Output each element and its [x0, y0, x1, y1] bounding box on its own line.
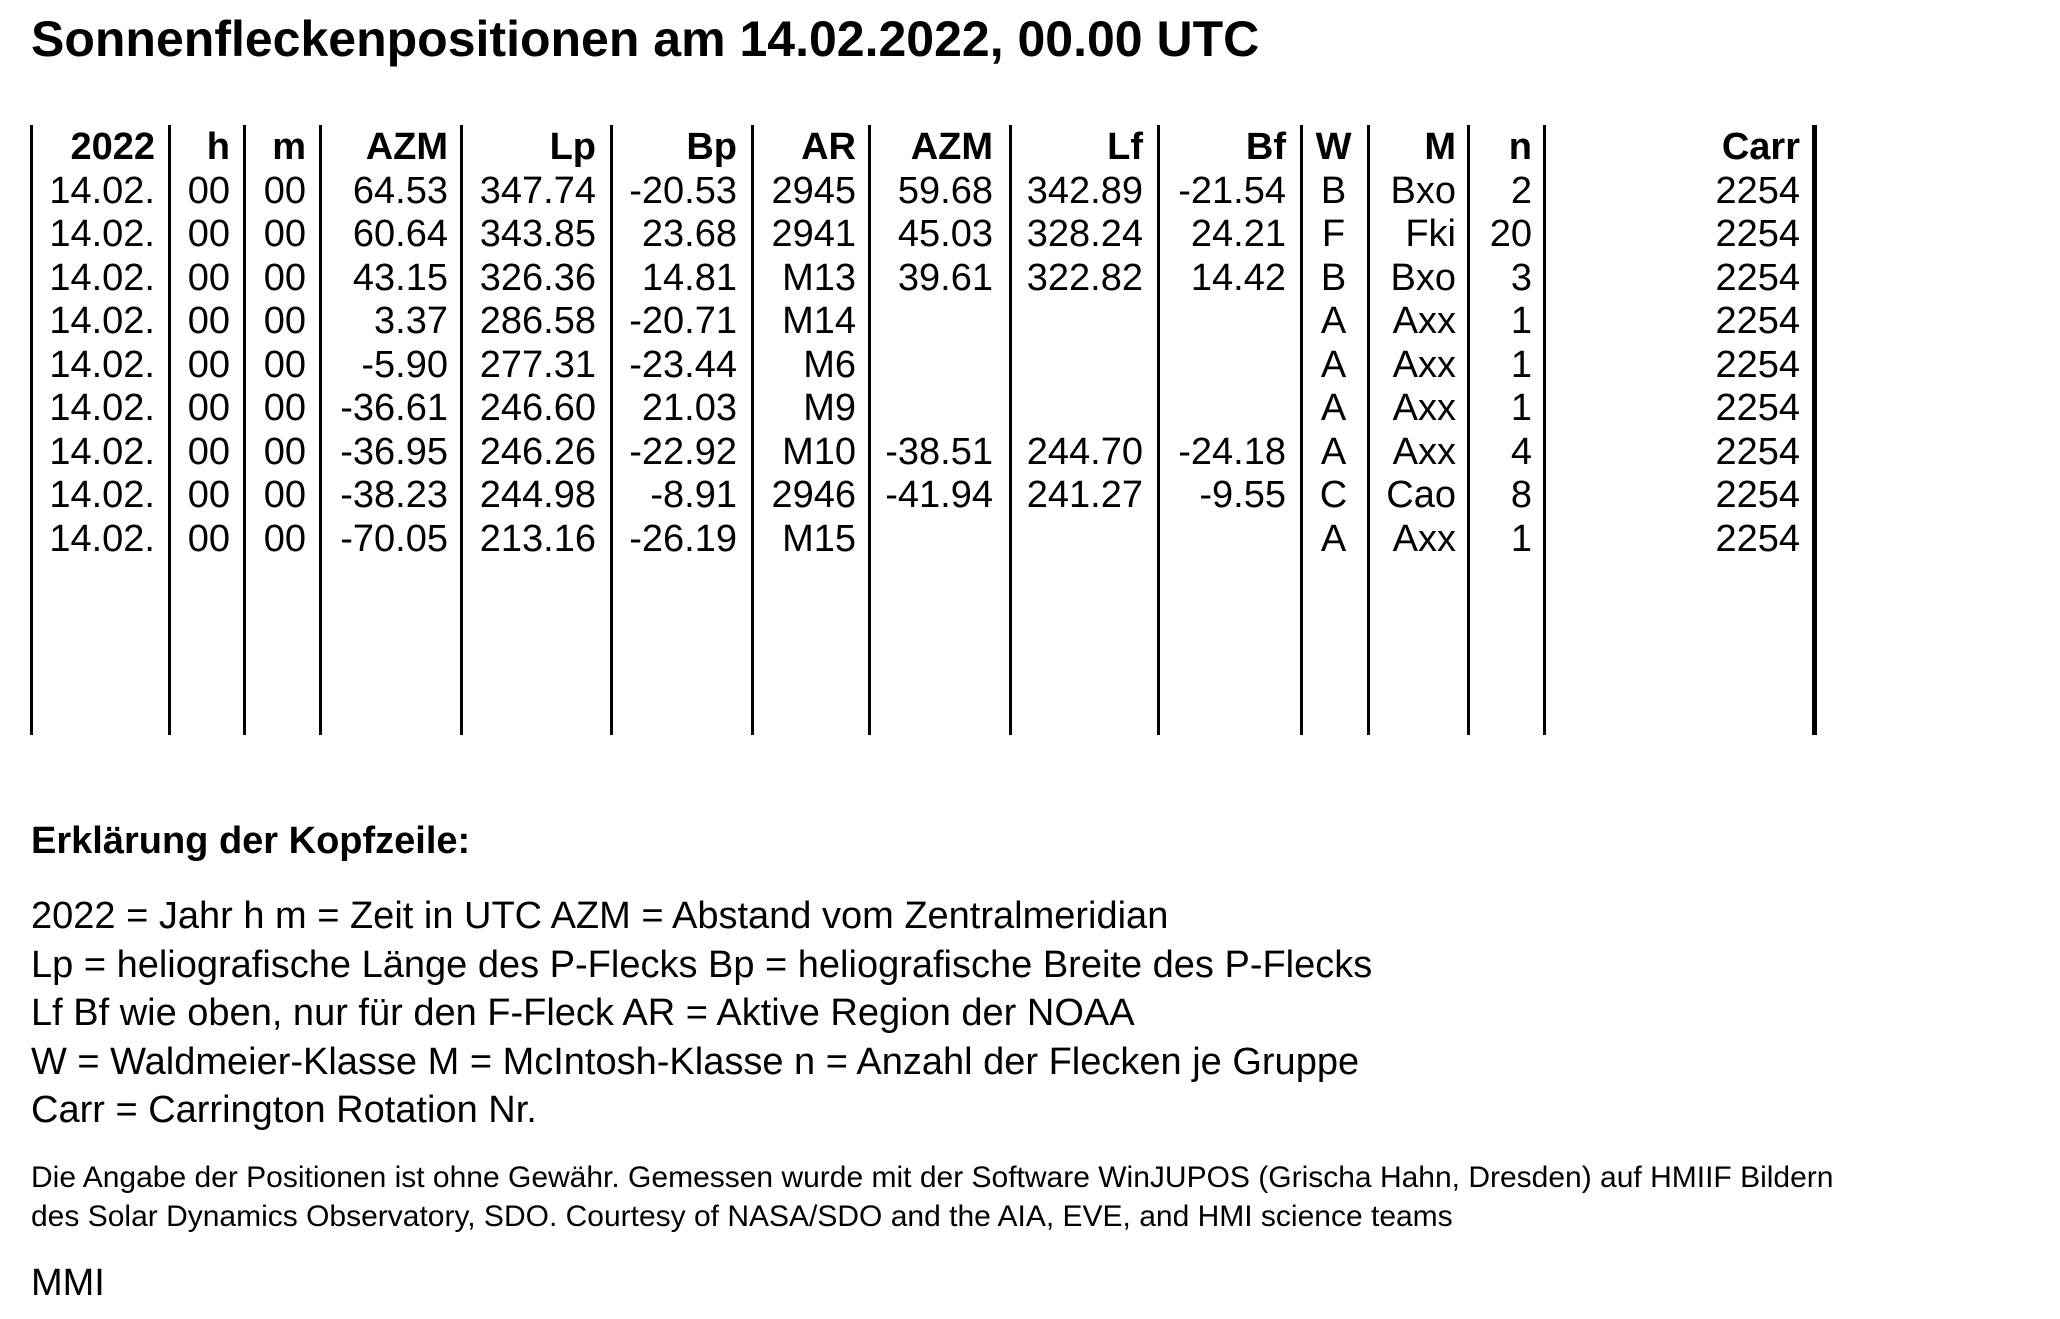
table-cell: 14.02.	[49, 256, 155, 299]
table-cell: 3.37	[374, 300, 448, 342]
table-cell: 00	[187, 213, 230, 255]
table-cell: 43.15	[352, 256, 448, 299]
table-cell: A	[1320, 300, 1347, 342]
table-cell: 213.16	[479, 517, 596, 560]
column-header: M	[1424, 126, 1456, 168]
column-header: Lf	[1107, 126, 1143, 168]
table-cell: M14	[782, 300, 856, 342]
table-cell: 286.58	[479, 300, 596, 342]
table-cell: 14.42	[1190, 256, 1286, 299]
table-cell: 1	[1510, 343, 1532, 386]
table-cell: -38.51	[885, 430, 993, 473]
column-header: Bf	[1245, 126, 1286, 168]
column-separator	[868, 125, 871, 735]
table-cell: 343.85	[479, 213, 596, 255]
table-cell: A	[1320, 387, 1347, 429]
table-cell: 00	[263, 387, 306, 429]
column-separator	[319, 125, 322, 735]
table-cell: 23.68	[641, 213, 737, 255]
table-cell: 00	[263, 517, 306, 560]
table-cell: -5.90	[361, 343, 448, 386]
column-separator	[460, 125, 463, 735]
table-cell: Axx	[1392, 343, 1456, 386]
table-cell: 2254	[1715, 213, 1800, 255]
table-cell: 21.03	[641, 387, 737, 429]
column-header: Bp	[686, 126, 737, 168]
table-cell: 2946	[771, 474, 856, 516]
table-cell: 347.74	[479, 169, 596, 212]
table-cell: 14.02.	[49, 517, 155, 560]
table-cell: 246.26	[479, 430, 596, 473]
table-cell: 00	[187, 343, 230, 386]
column-header: AZM	[365, 126, 448, 168]
table-cell: 64.53	[352, 169, 448, 212]
column-separator	[168, 125, 171, 735]
legend-title: Erklärung der Kopfzeile:	[31, 820, 471, 862]
table-cell: 2254	[1715, 169, 1800, 212]
table-cell: 00	[187, 256, 230, 299]
table-cell: 00	[263, 169, 306, 212]
table-cell: 2254	[1715, 343, 1800, 386]
table-cell: 14.02.	[49, 343, 155, 386]
table-cell: 2	[1510, 169, 1532, 212]
table-cell: -36.61	[340, 387, 448, 429]
table-cell: 14.02.	[49, 430, 155, 473]
table-cell: 2254	[1715, 430, 1800, 473]
table-cell: 322.82	[1026, 256, 1143, 299]
table-cell: -38.23	[340, 474, 448, 516]
table-cell: Fki	[1405, 213, 1456, 255]
table-cell: -41.94	[885, 474, 993, 516]
table-cell: B	[1320, 169, 1347, 212]
table-cell: 3	[1510, 256, 1532, 299]
legend	[31, 892, 1372, 1135]
table-cell: 39.61	[897, 256, 993, 299]
table-cell: -20.71	[629, 300, 737, 342]
table-cell: 24.21	[1190, 213, 1286, 255]
table-cell: -20.53	[629, 169, 737, 212]
table-cell: 00	[263, 213, 306, 255]
table-cell: 14.02.	[49, 213, 155, 255]
table-cell: 342.89	[1026, 169, 1143, 212]
table-cell: 2254	[1715, 474, 1800, 516]
table-cell: 60.64	[352, 213, 448, 255]
column-header: AZM	[910, 126, 993, 168]
table-cell: 2945	[771, 169, 856, 212]
column-separator	[30, 125, 33, 735]
legend-line: Carr = Carrington Rotation Nr.	[31, 1089, 537, 1131]
column-header: W	[1315, 126, 1352, 168]
table-cell: 246.60	[479, 387, 596, 429]
column-header: Lp	[549, 126, 596, 168]
table-cell: B	[1320, 256, 1347, 299]
signature: MMI	[31, 1262, 105, 1304]
legend-line: 2022 = Jahr h m = Zeit in UTC AZM = Abstand vom Zentralmeridian	[31, 895, 1169, 937]
column-header: AR	[801, 126, 856, 168]
legend-line: Lp = heliografische Länge des P-Flecks Bp = heliografische Breite des P-Flecks	[31, 943, 1373, 986]
table-cell: 20	[1489, 213, 1532, 255]
table-cell: 59.68	[897, 169, 993, 212]
table-cell: 00	[187, 474, 230, 516]
table-cell: 00	[263, 300, 306, 342]
column-header: Carr	[1721, 126, 1800, 168]
column-separator	[1812, 125, 1817, 735]
table-cell: Axx	[1392, 300, 1456, 342]
table-cell: 277.31	[479, 343, 596, 386]
disclaimer-line: Die Angabe der Positionen ist ohne Gewähr. Gemessen wurde mit der Software WinJUPOS (Grischa Hahn, Dresden) auf HMIIF Bildern	[31, 1161, 1834, 1194]
table-cell: -70.05	[340, 517, 448, 560]
table-cell: -21.54	[1178, 169, 1286, 212]
column-separator	[1367, 125, 1370, 735]
table-cell: 2254	[1715, 387, 1800, 429]
table-cell: 00	[187, 300, 230, 342]
table-cell: A	[1320, 517, 1347, 560]
column-separator	[243, 125, 246, 735]
column-separator	[1157, 125, 1160, 735]
table-cell: Axx	[1392, 387, 1456, 429]
table-cell: -8.91	[650, 474, 737, 516]
table-cell: 244.70	[1026, 430, 1143, 473]
page-title: Sonnenfleckenpositionen am 14.02.2022, 00.00 UTC	[31, 11, 1260, 67]
table-cell: 14.02.	[49, 387, 155, 429]
disclaimer-line: des Solar Dynamics Observatory, SDO. Courtesy of NASA/SDO and the AIA, EVE, and HMI science teams	[31, 1200, 1453, 1233]
table-cell: C	[1319, 474, 1348, 516]
column-separator	[1467, 125, 1470, 735]
table-cell: A	[1320, 430, 1347, 473]
table-cell: 241.27	[1026, 474, 1143, 516]
table-cell: -26.19	[629, 517, 737, 560]
table-cell: 14.02.	[49, 474, 155, 516]
disclaimer	[31, 1158, 1833, 1236]
legend-line: Lf Bf wie oben, nur für den F-Fleck AR = Aktive Region der NOAA	[31, 992, 1135, 1034]
column-header: m	[272, 126, 306, 168]
table-cell: 45.03	[897, 213, 993, 255]
table-cell: -22.92	[629, 430, 737, 473]
column-header: 2022	[70, 126, 155, 168]
table-cell: 326.36	[479, 256, 596, 299]
table-cell: M6	[803, 343, 856, 386]
column-separator	[1009, 125, 1012, 735]
table-cell: 2254	[1715, 256, 1800, 299]
table-cell: 1	[1510, 300, 1532, 342]
table-cell: 00	[263, 343, 306, 386]
table-cell: 2254	[1715, 300, 1800, 342]
table-cell: 14.02.	[49, 169, 155, 212]
table-cell: 244.98	[479, 474, 596, 516]
sunspot-table	[0, 125, 2060, 735]
table-cell: Bxo	[1390, 169, 1456, 212]
table-cell: 14.81	[641, 256, 737, 299]
table-cell: 8	[1510, 474, 1532, 516]
table-cell: -36.95	[340, 430, 448, 473]
table-cell: 14.02.	[49, 300, 155, 342]
table-cell: A	[1320, 343, 1347, 386]
table-cell: Axx	[1392, 517, 1456, 560]
table-cell: 1	[1510, 517, 1532, 560]
table-cell: -24.18	[1178, 430, 1286, 473]
legend-line: W = Waldmeier-Klasse M = McIntosh-Klasse n = Anzahl der Flecken je Gruppe	[31, 1040, 1360, 1083]
table-cell: Bxo	[1390, 256, 1456, 299]
table-cell: -23.44	[629, 343, 737, 386]
table-cell: 00	[187, 387, 230, 429]
table-cell: Axx	[1392, 430, 1456, 473]
table-cell: 2941	[771, 213, 856, 255]
table-cell: 328.24	[1026, 213, 1143, 255]
table-cell: M13	[782, 256, 856, 299]
table-cell: M9	[803, 387, 856, 429]
table-cell: 00	[263, 256, 306, 299]
table-cell: 00	[187, 517, 230, 560]
table-cell: 00	[187, 430, 230, 473]
column-separator	[1543, 125, 1546, 735]
column-header: n	[1508, 126, 1532, 168]
table-cell: 2254	[1715, 517, 1800, 560]
column-separator	[610, 125, 613, 735]
table-cell: F	[1321, 213, 1346, 255]
table-cell: 1	[1510, 387, 1532, 429]
table-cell: M10	[782, 430, 856, 473]
table-cell: M15	[782, 517, 856, 560]
column-header: h	[206, 126, 230, 168]
table-cell: 00	[187, 169, 230, 212]
table-cell: Cao	[1386, 474, 1456, 516]
table-cell: -9.55	[1199, 474, 1286, 516]
table-cell: 00	[263, 430, 306, 473]
column-separator	[751, 125, 754, 735]
table-cell: 00	[263, 474, 306, 516]
table-cell: 4	[1510, 430, 1532, 473]
